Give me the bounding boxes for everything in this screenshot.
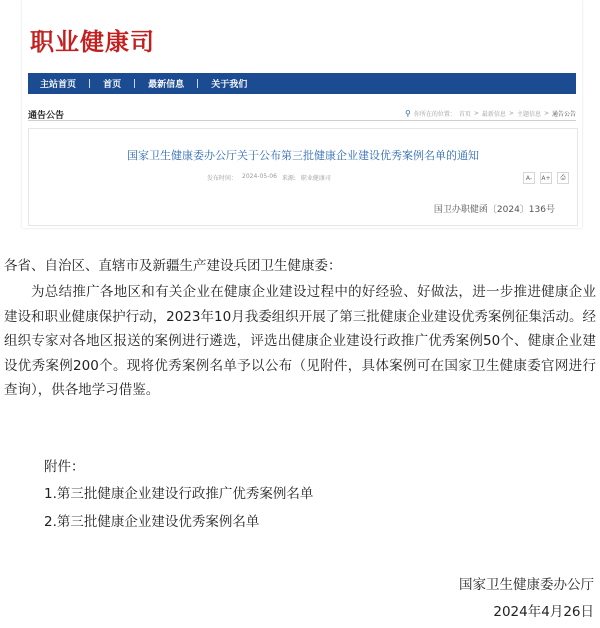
breadcrumb-separator: > (473, 110, 479, 117)
nav-item-home[interactable]: 首页 (103, 80, 122, 90)
site-title: 职业健康司 (30, 28, 155, 56)
text-tools (523, 172, 569, 184)
source-value: 职业健康司 (300, 175, 331, 182)
notice-meta (207, 173, 331, 182)
breadcrumb-item-latest[interactable]: 最新信息 (481, 111, 506, 118)
section-header (28, 104, 576, 121)
attachment-item-1[interactable]: 1.第三批健康企业建设行政推广优秀案例名单 (44, 486, 314, 502)
document-number: 国卫办职健函〔2024〕136号 (433, 205, 555, 215)
nav-item-main-home[interactable]: 主站首页 (40, 80, 77, 90)
nav-separator: | (133, 78, 137, 89)
attachment-item-2[interactable]: 2.第三批健康企业建设优秀案例名单 (44, 514, 260, 530)
breadcrumb (405, 109, 576, 118)
location-pin-icon: ⚲ (404, 109, 411, 118)
breadcrumb-item-topic[interactable]: 主题信息 (516, 111, 541, 118)
body-paragraph: 为总结推广各地区和有关企业在健康企业建设过程中的好经验、好做法，进一步推进健康企业建设和职业健康保护行动，2023年10月我委组织开展了第三批健康企业建设优秀案例征集活动。经组织专家对各地区报送的案例进行遴选，评选出健康企业建设行政推广优秀案例50个、健康企业建设优秀案例200个。现将优秀案例名单予以公布（见附件，具体案例可在国家卫生健康委官网进行查询），供各地学习借鉴。 (4, 284, 596, 398)
nav-separator: | (196, 78, 200, 89)
font-decrease-button[interactable]: A- (523, 172, 535, 184)
breadcrumb-separator: > (508, 110, 514, 117)
notice-card (28, 128, 578, 226)
nav-separator: | (88, 78, 92, 89)
breadcrumb-item-current: 通告公告 (551, 111, 576, 118)
signature-organization: 国家卫生健康委办公厅 (459, 577, 594, 593)
attachment-label: 附件： (44, 459, 85, 475)
print-icon[interactable]: ⎙ (557, 172, 569, 184)
salutation: 各省、自治区、直辖市及新疆生产建设兵团卫生健康委： (4, 258, 342, 274)
breadcrumb-separator: > (543, 110, 549, 117)
notice-title: 国家卫生健康委办公厅关于公布第三批健康企业建设优秀案例名单的通知 (127, 149, 479, 162)
page-screenshot-panel (22, 0, 582, 228)
font-increase-button[interactable]: A+ (540, 172, 552, 184)
section-title: 通告公告 (28, 111, 65, 121)
nav-item-latest[interactable]: 最新信息 (148, 80, 185, 90)
source-label: 来源: (281, 175, 296, 182)
breadcrumb-prefix: 你所在的位置： (413, 111, 456, 118)
main-nav (28, 73, 576, 94)
publish-date: 2024-05-06 (242, 173, 277, 180)
date-label: 发布时间： (207, 175, 238, 182)
signature-date: 2024年4月26日 (493, 604, 594, 620)
breadcrumb-item-home[interactable]: 首页 (458, 111, 471, 118)
nav-item-about[interactable]: 关于我们 (211, 80, 248, 90)
